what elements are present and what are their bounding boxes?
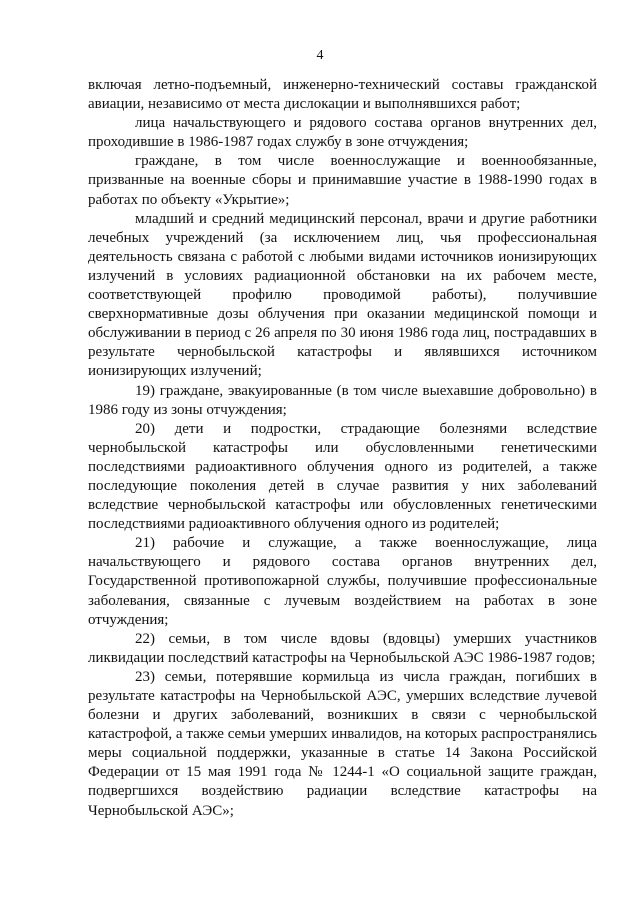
paragraph-aviation-personnel-continuation: включая летно-подъемный, инженерно-технический составы гражданской авиации, независимо от места дислокации и выполнявшихся работ; xyxy=(88,77,597,113)
paragraph-item-21: 21) рабочие и служащие, а также военнослужащие, лица начальствующего и рядового состава органов внутренних дел, Государственной противопожарной службы, получившие профессиональные заболевания, связанные с лучевым воздействием на работах в зоне отчуждения; xyxy=(88,535,597,628)
paragraph-ukrytie-participants: граждане, в том числе военнослужащие и военнообязанные, призванные на военные сборы и принимавшие участие в 1988-1990 годах в работах по объекту «Укрытие»; xyxy=(88,153,597,208)
paragraph-medical-personnel: младший и средний медицинский персонал, врачи и другие работники лечебных учреждений (за исключением лиц, чья профессиональная деятельность связана с работой с любыми видами источников ионизирующих излучений в условиях радиационной обстановки на их рабочем месте, соответствующей профилю проводимой работы), получившие сверхнормативные дозы облучения при оказании медицинской помощи и обслуживании в период с 26 апреля по 30 июня 1986 года лиц, пострадавших в результате чернобыльской катастрофы и являвшихся источником ионизирующих излучений; xyxy=(88,210,597,380)
paragraph-internal-affairs-staff: лица начальствующего и рядового состава органов внутренних дел, проходившие в 1986-1987 годах службу в зоне отчуждения; xyxy=(88,115,597,151)
paragraph-item-22: 22) семьи, в том числе вдовы (вдовцы) умерших участников ликвидации последствий катастрофы на Чернобыльской АЭС 1986-1987 годов; xyxy=(88,630,597,666)
paragraph-item-19: 19) граждане, эвакуированные (в том числе выехавшие добровольно) в 1986 году из зоны отчуждения; xyxy=(88,382,597,418)
page-number: 4 xyxy=(316,48,324,63)
document-body xyxy=(88,76,597,821)
paragraph-item-20: 20) дети и подростки, страдающие болезнями вследствие чернобыльской катастрофы или обусловленными генетическими последствиями радиоактивного облучения одного из родителей, а также последующие поколения детей в случае развития у них заболеваний вследствие чернобыльской катастрофы или обусловленных генетическими последствиями радиоактивного облучения одного из родителей; xyxy=(88,420,597,533)
paragraph-item-23: 23) семьи, потерявшие кормильца из числа граждан, погибших в результате катастрофы на Чернобыльской АЭС, умерших вследствие лучевой болезни и других заболеваний, возникших в связи с чернобыльской катастрофой, а также семьи умерших инвалидов, на которых распространялись меры социальной поддержки, указанные в статье 14 Закона Российской Федерации от 15 мая 1991 года № 1244-1 «О социальной защите граждан, подвергшихся воздействию радиации вследствие катастрофы на Чернобыльской АЭС»; xyxy=(88,668,597,819)
